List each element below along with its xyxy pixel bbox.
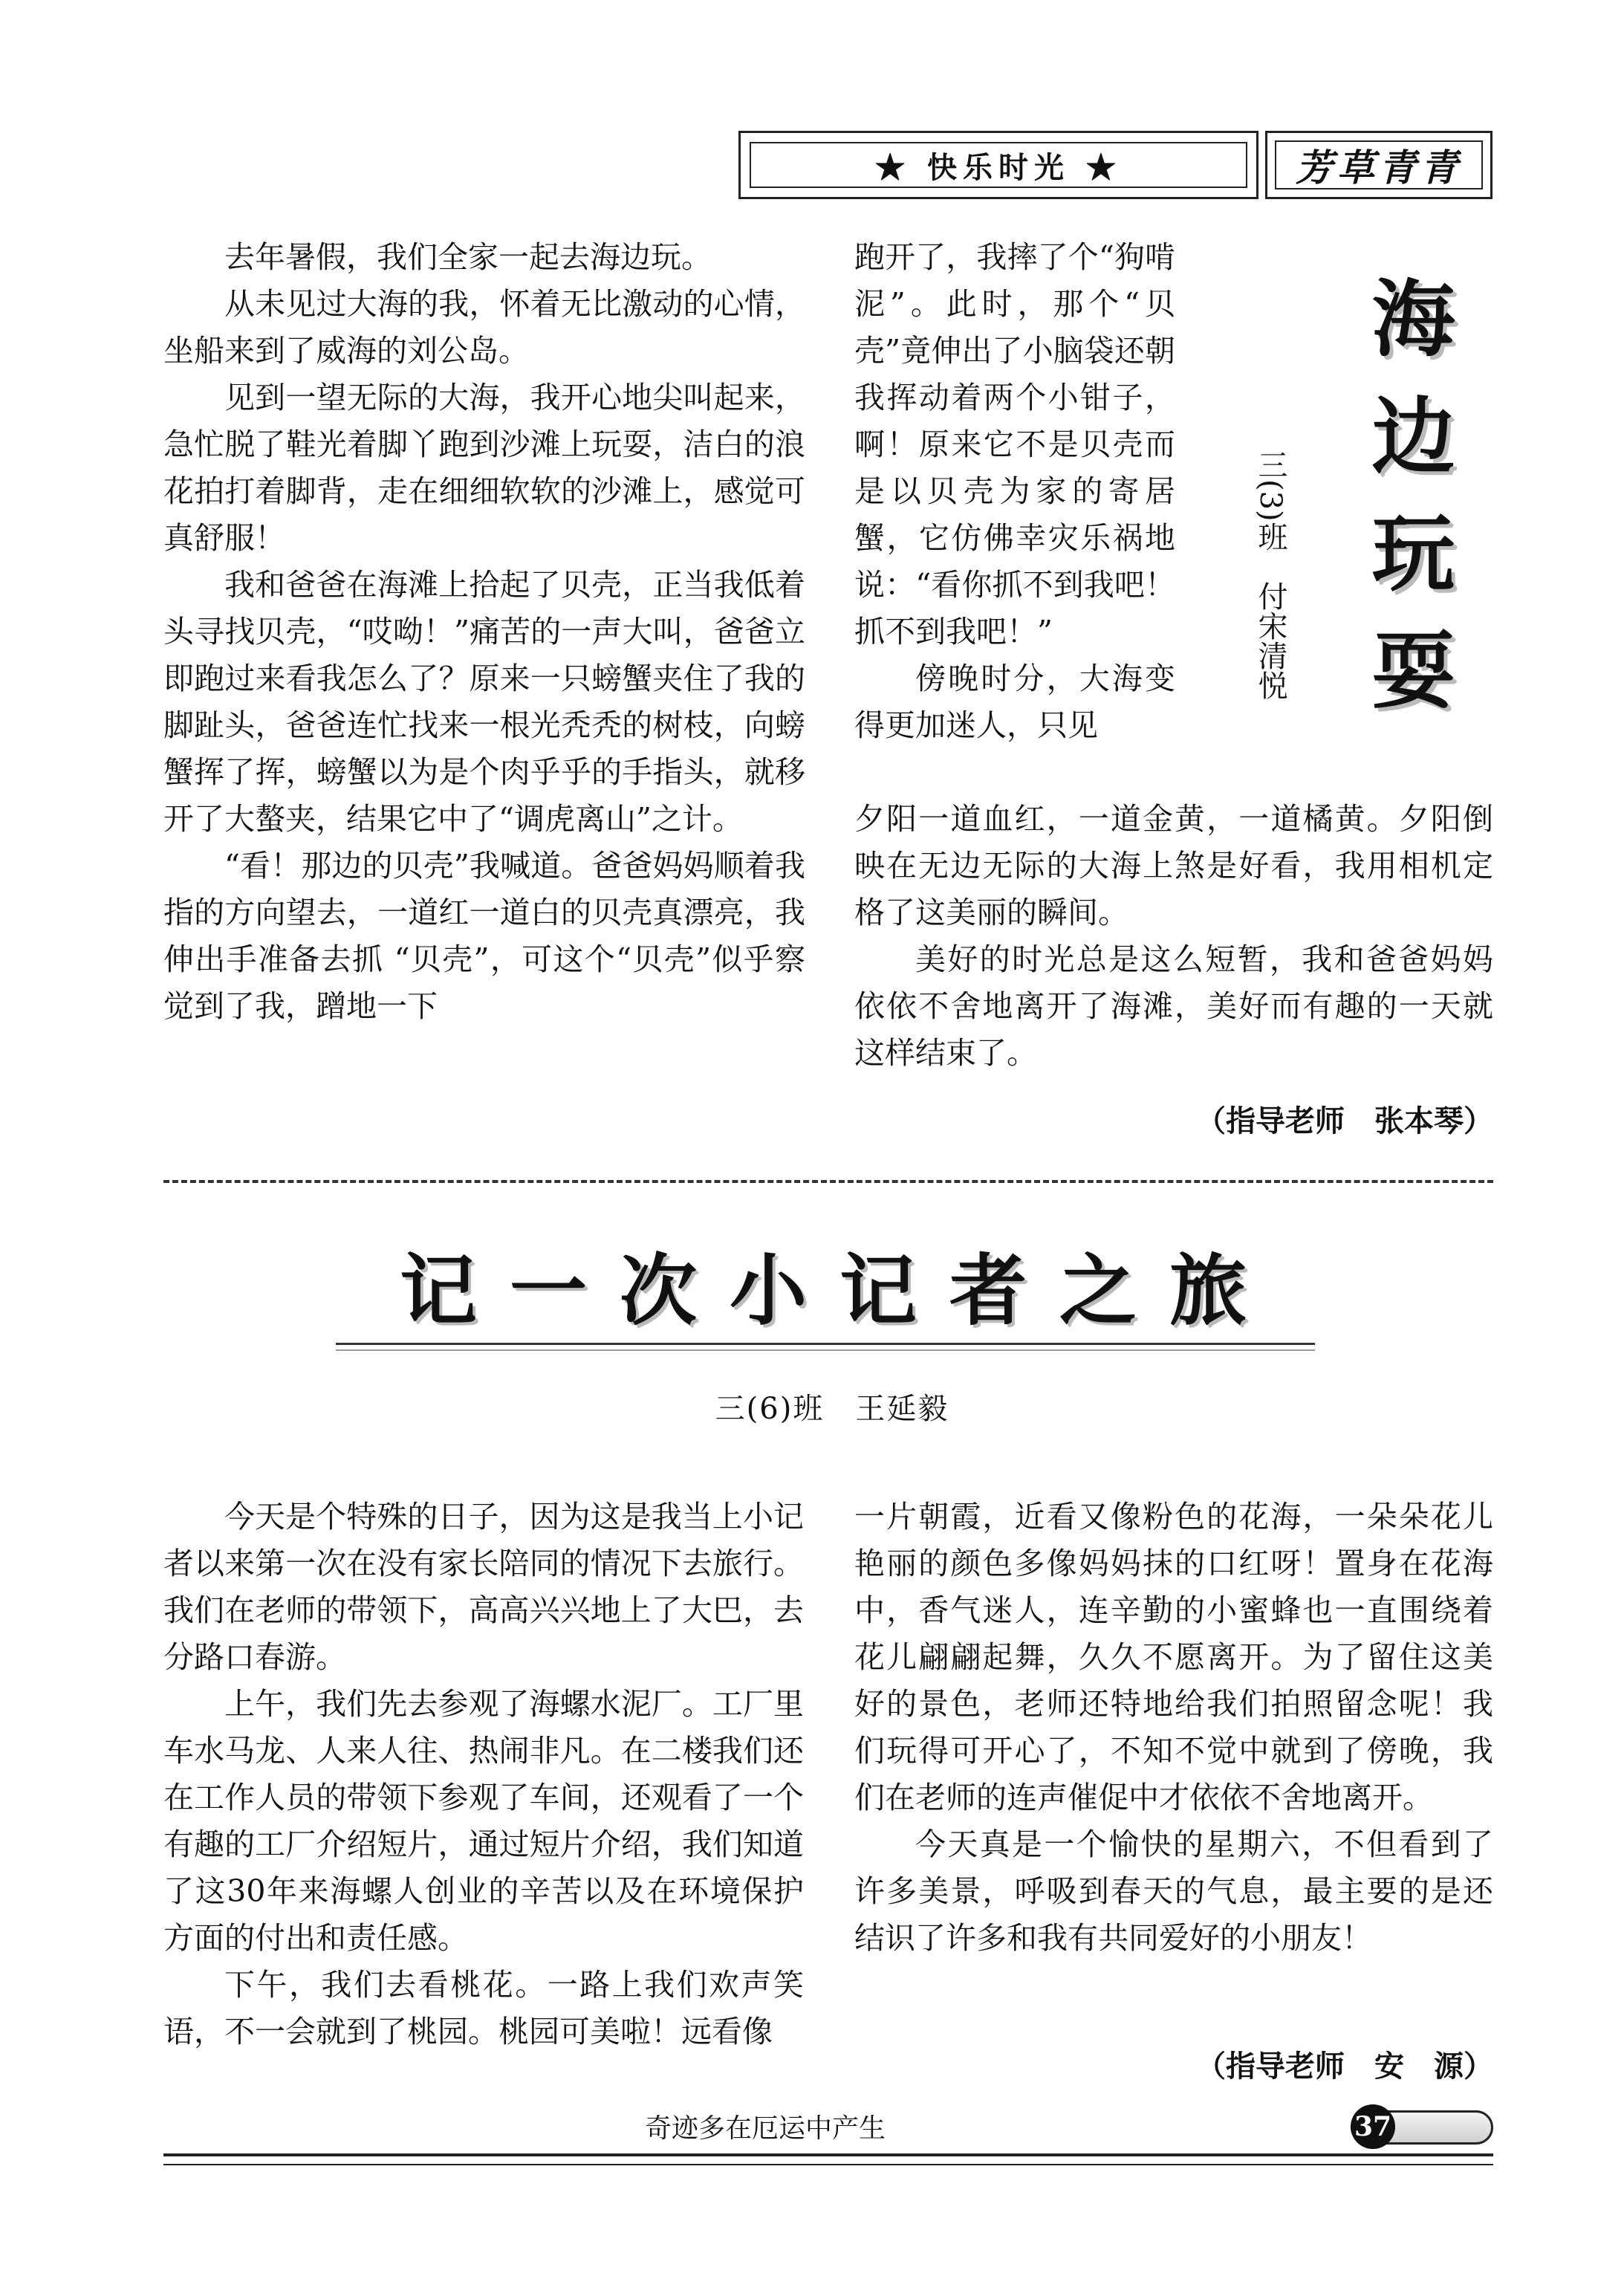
article1-column-right-top [854,234,1175,749]
article1-column-left [163,234,805,1030]
article2-byline: 三(6)班 王延毅 [715,1392,949,1426]
footer-rule [163,2164,1493,2165]
author-class: 三(3)班 [1253,450,1287,551]
article1-teacher-credit: （指导老师 张本琴） [1196,1104,1493,1138]
paragraph: 去年暑假，我们全家一起去海边玩。 [224,239,712,275]
section-divider [163,1180,1493,1183]
article1-column-right-bottom [854,796,1493,1077]
paragraph: 从未见过大海的我，怀着无比激动的心情，坐船来到了威海的刘公岛。 [163,286,805,369]
article2-title: 记一次小记者之旅 [399,1245,1279,1336]
article2-column-left [163,1494,804,2055]
paragraph: 下午，我们去看桃花。一路上我们欢声笑语，不一会就到了桃园。桃园可美啦！远看像 [163,1967,804,2049]
section-header [738,131,1258,199]
paragraph: 跑开了，我摔了个“狗啃泥”。此时，那个“贝壳”竟伸出了小脑袋还朝我挥动着两个小钳子，啊！原来它不是贝壳而是以贝壳为家的寄居蟹，它仿佛幸灾乐祸地说：“看你抓不到我吧！抓不到我吧！” [854,239,1175,649]
paragraph: 傍晚时分，大海变得更加迷人，只见 [854,661,1175,743]
footer-rule [163,2153,1493,2156]
paragraph: 上午，我们先去参观了海螺水泥厂。工厂里车水马龙、人来人往、热闹非凡。在二楼我们还在工作人员的带领下参观了车间，还观看了一个有趣的工厂介绍短片，通过短片介绍，我们知道了这30年来海螺人创业的辛苦以及在环境保护方面的付出和责任感。 [163,1686,804,1956]
paragraph: 今天真是一个愉快的星期六，不但看到了许多美景，呼吸到春天的气息，最主要的是还结识了许多和我有共同爱好的小朋友！ [854,1826,1493,1956]
paragraph: 一片朝霞，近看又像粉色的花海，一朵朵花儿艳丽的颜色多像妈妈抹的口红呀！置身在花海中，香气迷人，连辛勤的小蜜蜂也一直围绕着花儿翩翩起舞，久久不愿离开。为了留住这美好的景色，老师还特地给我们拍照留念呢！我们玩得可开心了，不知不觉中就到了傍晚，我们在老师的连声催促中才依依不舍地离开。 [854,1499,1493,1815]
article2-teacher-credit: （指导老师 安 源） [1196,2049,1493,2084]
brand-title: 芳草青青 [1275,140,1483,189]
title-underline [336,1349,1315,1351]
paragraph: 夕阳一道血红，一道金黄，一道橘黄。夕阳倒映在无边无际的大海上煞是好看，我用相机定格了这美丽的瞬间。 [854,801,1493,930]
page-number: 37 [1351,2104,1395,2149]
paragraph: “看！那边的贝壳”我喊道。爸爸妈妈顺着我指的方向望去，一道红一道白的贝壳真漂亮，我伸出手准备去抓 “贝壳”，可这个“贝壳”似乎察觉到了我，蹭地一下 [163,848,805,1024]
paragraph: 今天是个特殊的日子，因为这是我当上小记者以来第一次在没有家长陪同的情况下去旅行。我们在老师的带领下，高高兴兴地上了大巴，去分路口春游。 [163,1499,804,1675]
footer-motto: 奇迹多在厄运中产生 [644,2113,886,2144]
section-title: ★ 快乐时光 ★ [750,142,1247,188]
paragraph: 见到一望无际的大海，我开心地尖叫起来，急忙脱了鞋光着脚丫跑到沙滩上玩耍，洁白的浪花拍打着脚背，走在细细软软的沙滩上，感觉可真舒服！ [163,380,805,556]
paragraph: 美好的时光总是这么短暂，我和爸爸妈妈依依不舍地离开了海滩，美好而有趣的一天就这样结束了。 [854,941,1493,1071]
paragraph: 我和爸爸在海滩上拾起了贝壳，正当我低着头寻找贝壳，“哎呦！”痛苦的一声大叫，爸爸立即跑过来看我怎么了？原来一只螃蟹夹住了我的脚趾头，爸爸连忙找来一根光秃秃的树枝，向螃蟹挥了挥，螃蟹以为是个肉乎乎的手指头，就移开了大螯夹，结果它中了“调虎离山”之计。 [163,567,805,837]
article1-title: 海边玩耍 [1358,275,1455,745]
title-underline [336,1343,1315,1345]
article1-author [1252,450,1289,700]
column-brand [1265,131,1493,199]
author-name: 付宋清悦 [1253,580,1287,700]
article2-column-right [854,1494,1493,1962]
